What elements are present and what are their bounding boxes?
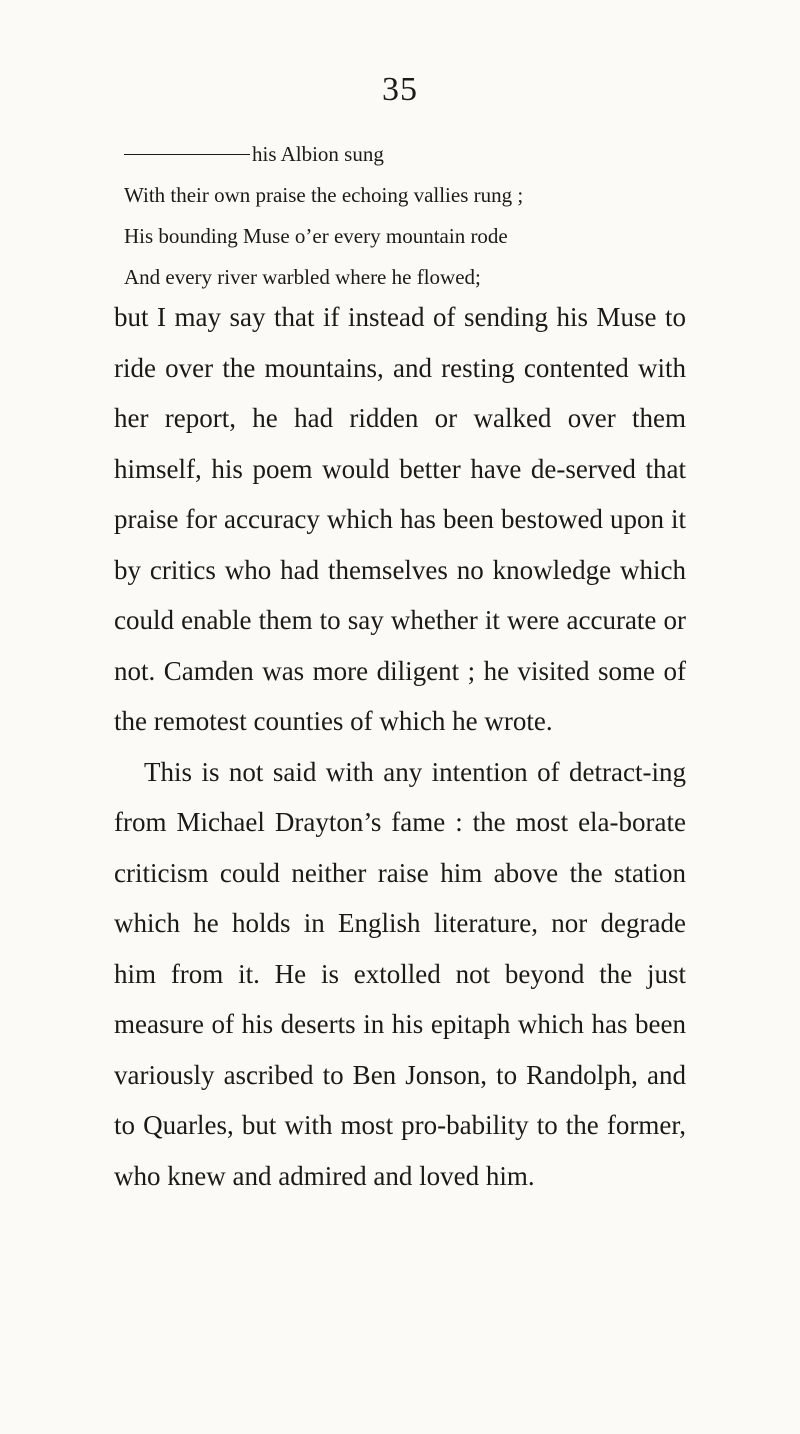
verse-line: his Albion sung — [124, 134, 684, 175]
verse-line: His bounding Muse o’er every mountain rode — [124, 224, 508, 248]
paragraph: This is not said with any intention of detract-ing from Michael Drayton’s fame : the most ela-borate criticism could neither raise him above the station which he holds in English literature, nor degrade him from it. He is extolled not beyond the just measure of his deserts in his epitaph which has been variously ascribed to Ben Jonson, to Randolph, and to Quarles, but with most pro-bability to the former, who knew and admired and loved him. — [114, 756, 686, 1191]
page-number: 35 — [382, 71, 418, 108]
em-dash-rule — [124, 154, 250, 155]
body-text — [114, 292, 686, 1201]
verse-quotation — [124, 134, 684, 298]
verse-line: And every river warbled where he flowed; — [124, 265, 481, 289]
verse-line: With their own praise the echoing vallies rung ; — [124, 183, 524, 207]
paragraph: but I may say that if instead of sending his Muse to ride over the mountains, and resting contented with her report, he had ridden or walked over them himself, his poem would better have de-served that praise for accuracy which has been bestowed upon it by critics who had themselves no knowledge which could enable them to say whether it were accurate or not. Camden was more diligent ; he visited some of the remotest counties of which he wrote. — [114, 302, 686, 736]
